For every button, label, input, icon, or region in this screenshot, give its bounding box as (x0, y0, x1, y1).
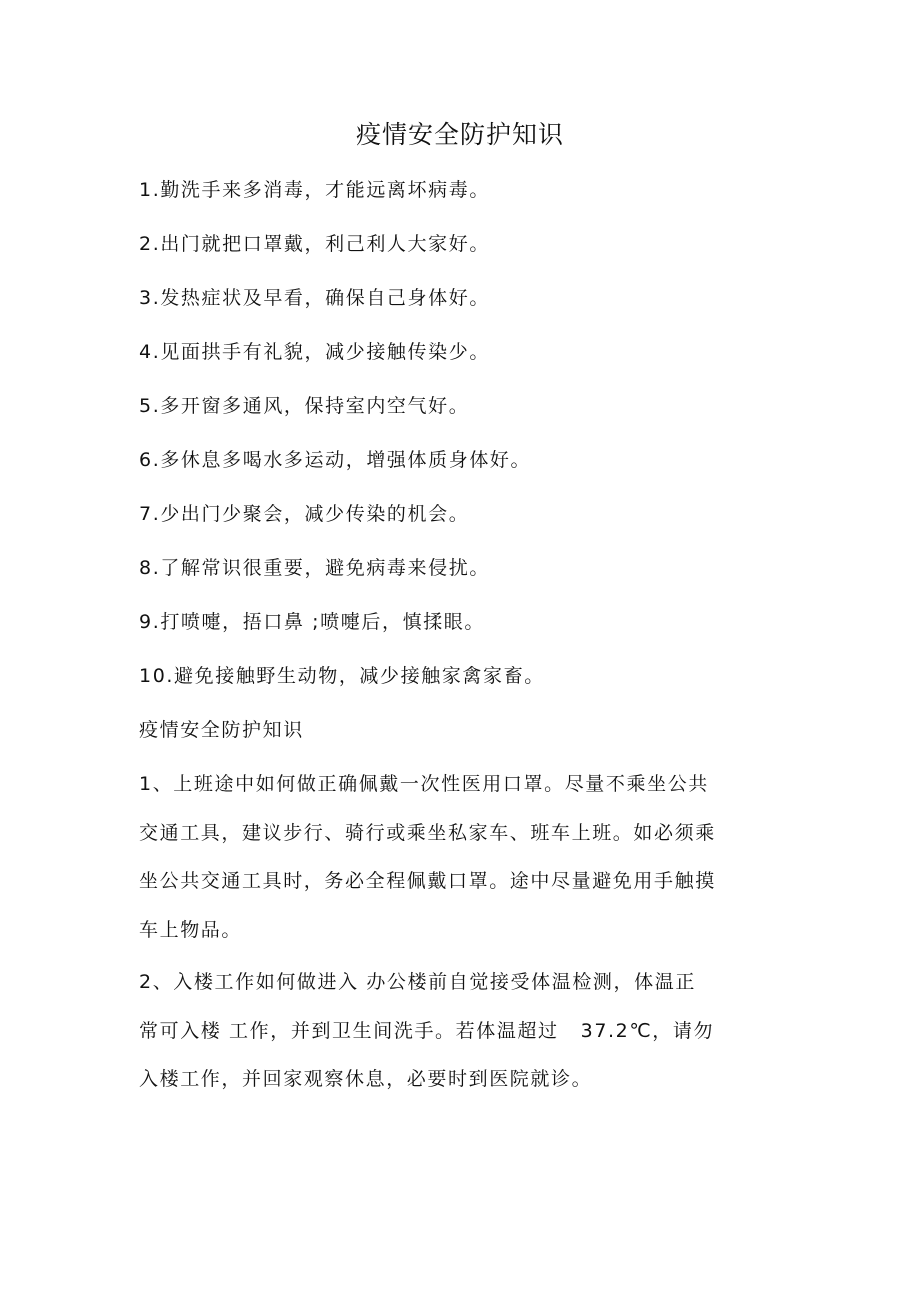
paragraph-line: 交通工具，建议步行、骑行或乘坐私家车、班车上班。如必须乘 (139, 821, 716, 844)
document-title: 疫情安全防护知识 (355, 120, 564, 149)
tip-item-9: 9.打喷嚏，捂口鼻 ;喷嚏后，慎揉眼。 (139, 611, 485, 633)
tip-item-7: 7.少出门少聚会，减少传染的机会。 (139, 503, 470, 525)
paragraph-line: 入楼工作，并回家观察休息，必要时到医院就诊。 (139, 1068, 593, 1090)
tip-item-2: 2.出门就把口罩戴，利己利人大家好。 (139, 233, 490, 255)
tip-item-5: 5.多开窗多通风，保持室内空气好。 (139, 395, 470, 417)
tip-item-10: 10.避免接触野生动物，减少接触家禽家畜。 (139, 665, 545, 687)
tip-item-8: 8.了解常识很重要，避免病毒来侵扰。 (139, 557, 490, 579)
tip-item-4: 4.见面拱手有礼貌，减少接触传染少。 (139, 341, 490, 363)
paragraph-line: 坐公共交通工具时，务必全程佩戴口罩。途中尽量避免用手触摸 (139, 870, 716, 892)
tip-item-3: 3.发热症状及早看，确保自己身体好。 (139, 287, 490, 309)
paragraph-line: 车上物品。 (139, 918, 243, 941)
section-title: 疫情安全防护知识 (139, 719, 304, 741)
paragraph-commute (139, 760, 799, 954)
tip-item-1: 1.勤洗手来多消毒，才能远离坏病毒。 (139, 179, 490, 201)
paragraph-line (139, 1007, 799, 1056)
paragraph-building-entry (139, 958, 799, 1104)
tips-list (139, 172, 799, 712)
paragraph-line-part: 常可入楼 工作，并到卫生间洗手。若体温超过 (139, 1019, 559, 1042)
paragraph-line: 1、上班途中如何做正确佩戴一次性医用口罩。尽量不乘坐公共 (139, 773, 709, 795)
paragraph-line: 2、入楼工作如何做进入 办公楼前自觉接受体温检测，体温正 (139, 971, 696, 993)
tip-item-6: 6.多休息多喝水多运动，增强体质身体好。 (139, 449, 532, 471)
temperature-threshold: 37.2℃，请勿 (580, 1019, 715, 1042)
